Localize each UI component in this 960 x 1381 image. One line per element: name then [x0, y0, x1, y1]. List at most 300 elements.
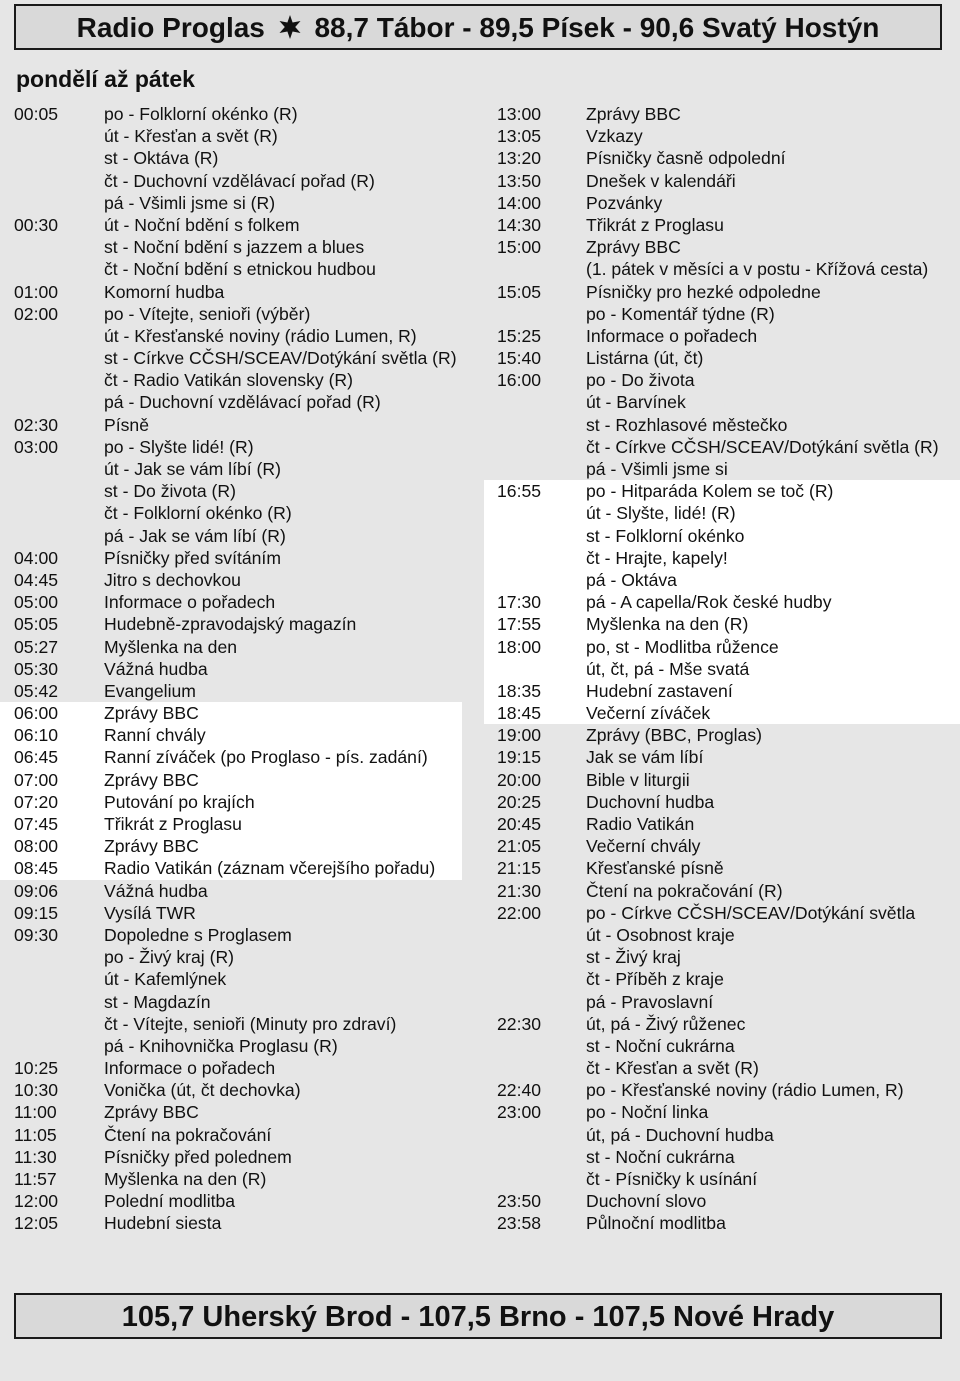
schedule-row [0, 1057, 462, 1079]
schedule-program: pá - A capella/Rok české hudby [586, 592, 832, 613]
schedule-time: 23:58 [497, 1213, 542, 1234]
schedule-time: 00:30 [14, 214, 59, 235]
schedule-row [0, 547, 462, 569]
schedule-time: 05:00 [14, 592, 59, 613]
schedule-program: po - Noční linka [586, 1102, 709, 1123]
schedule-program: Radio Vatikán (záznam včerejšího pořadu) [104, 858, 436, 879]
schedule-time: 22:30 [497, 1013, 542, 1034]
schedule-program: Putování po krajích [104, 791, 255, 812]
schedule-program: út - Noční bdění s folkem [104, 214, 300, 235]
schedule-row [0, 813, 462, 835]
schedule-program: Myšlenka na den [104, 636, 238, 657]
schedule-program: Listárna (út, čt) [586, 348, 704, 369]
schedule-time: 13:05 [497, 126, 542, 147]
schedule-row [0, 946, 462, 968]
schedule-time: 13:20 [497, 148, 542, 169]
schedule-program: út - Křesťanské noviny (rádio Lumen, R) [104, 325, 417, 346]
schedule-time [0, 369, 104, 391]
schedule-time: 17:55 [497, 614, 542, 635]
schedule-time: 05:30 [14, 658, 59, 679]
schedule-row [484, 325, 960, 347]
schedule-row [0, 1146, 462, 1168]
schedule-row [484, 303, 960, 325]
schedule-row [484, 1035, 960, 1057]
schedule-program: čt - Vítejte, senioři (Minuty pro zdraví) [104, 1013, 397, 1034]
schedule-time [0, 192, 104, 214]
schedule-program: pá - Jak se vám líbí (R) [104, 525, 286, 546]
schedule-program: Vzkazy [586, 126, 643, 147]
schedule-time: 20:45 [497, 814, 542, 834]
schedule-time: 19:15 [497, 747, 542, 768]
schedule-row [484, 902, 960, 924]
schedule-time [484, 658, 586, 680]
schedule-row [0, 1168, 462, 1190]
schedule-program: Pozvánky [586, 192, 663, 213]
schedule-time [484, 1035, 586, 1057]
schedule-row [484, 347, 960, 369]
schedule-row [484, 813, 960, 835]
schedule-time: 22:40 [497, 1080, 542, 1101]
schedule-program: Dnešek v kalendáři [586, 170, 736, 191]
schedule-time: 06:10 [14, 725, 59, 746]
schedule-time [484, 1057, 586, 1079]
schedule-program: st - Živý kraj [586, 947, 681, 968]
schedule-time [484, 458, 586, 480]
schedule-row [484, 1013, 960, 1035]
schedule-row [0, 724, 462, 746]
schedule-program: st - Rozhlasové městečko [586, 414, 788, 435]
schedule-time: 18:35 [497, 680, 542, 701]
schedule-program: Písničky před svítáním [104, 547, 281, 568]
schedule-row [0, 303, 462, 325]
schedule-column-left [0, 103, 462, 1235]
schedule-time: 03:00 [14, 436, 59, 457]
schedule-row [0, 369, 462, 391]
schedule-row [0, 1013, 462, 1035]
schedule-program: st - Noční bdění s jazzem a blues [104, 237, 365, 258]
schedule-row [484, 569, 960, 591]
schedule-time [0, 125, 104, 147]
schedule-row [484, 591, 960, 613]
schedule-program: Čtení na pokračování [104, 1124, 272, 1145]
schedule-program: út - Jak se vám líbí (R) [104, 459, 281, 479]
schedule-program: út - Osobnost kraje [586, 924, 735, 945]
schedule-time: 09:30 [14, 924, 59, 945]
schedule-row [0, 192, 462, 214]
schedule-program: st - Noční cukrárna [586, 1146, 735, 1167]
header-banner [14, 4, 942, 50]
schedule-time [0, 347, 104, 369]
schedule-program: út - Křesťan a svět (R) [104, 126, 278, 147]
schedule-program: Evangelium [104, 680, 196, 701]
schedule-row [0, 147, 462, 169]
schedule-row [0, 414, 462, 436]
schedule-time: 21:15 [497, 858, 542, 879]
schedule-program: Třikrát z Proglasu [104, 814, 242, 834]
schedule-program: Vážná hudba [104, 880, 208, 901]
schedule-time [484, 924, 586, 946]
schedule-program: Písničky pro hezké odpoledne [586, 281, 821, 302]
schedule-time [0, 458, 104, 480]
schedule-row [0, 636, 462, 658]
schedule-row [484, 769, 960, 791]
schedule-row [0, 857, 462, 879]
schedule-time [0, 991, 104, 1013]
schedule-program: Večerní zíváček [586, 703, 711, 724]
schedule-row [484, 946, 960, 968]
schedule-row [484, 968, 960, 990]
schedule-row [0, 968, 462, 990]
schedule-row [484, 835, 960, 857]
schedule-row [484, 281, 960, 303]
schedule-time: 23:50 [497, 1191, 542, 1212]
schedule-row [0, 236, 462, 258]
schedule-row [484, 1124, 960, 1146]
schedule-row [0, 791, 462, 813]
schedule-time: 22:00 [497, 902, 542, 923]
schedule-row [0, 1035, 462, 1057]
schedule-row [484, 1212, 960, 1234]
schedule-program: čt - Příběh z kraje [586, 969, 724, 990]
schedule-time: 11:30 [14, 1146, 57, 1167]
schedule-time [0, 502, 104, 524]
schedule-row [0, 480, 462, 502]
schedule-program: Večerní chvály [586, 836, 701, 857]
schedule-program: Myšlenka na den (R) [586, 614, 749, 635]
schedule-row [484, 702, 960, 724]
schedule-time: 05:42 [14, 680, 59, 701]
schedule-time: 09:06 [14, 880, 59, 901]
schedule-time [0, 147, 104, 169]
schedule-program: Písničky před polednem [104, 1146, 292, 1167]
schedule-time: 06:45 [14, 747, 59, 768]
schedule-time: 15:40 [497, 348, 542, 369]
schedule-row [484, 924, 960, 946]
schedule-time: 02:00 [14, 303, 59, 324]
schedule-time [484, 569, 586, 591]
schedule-time [0, 325, 104, 347]
schedule-program: Dopoledne s Proglasem [104, 924, 292, 945]
schedule-time: 20:00 [497, 769, 542, 790]
schedule-row [484, 1057, 960, 1079]
schedule-program: Čtení na pokračování (R) [586, 880, 783, 901]
schedule-program: st - Do života (R) [104, 481, 236, 502]
schedule-program: Radio Vatikán [586, 814, 695, 834]
schedule-row [484, 880, 960, 902]
schedule-time [0, 946, 104, 968]
schedule-row [0, 835, 462, 857]
schedule-row [0, 525, 462, 547]
schedule-time: 10:25 [14, 1058, 59, 1079]
schedule-row [0, 1212, 462, 1234]
schedule-program: Duchovní hudba [586, 791, 715, 812]
schedule-time: 15:00 [497, 237, 542, 258]
schedule-program: Hudební zastavení [586, 680, 733, 701]
schedule-program: čt - Folklorní okénko (R) [104, 503, 292, 524]
schedule-program: Zprávy BBC [586, 237, 681, 258]
schedule-row [0, 436, 462, 458]
schedule-time: 18:00 [497, 636, 542, 657]
schedule-program: pá - Oktáva [586, 569, 677, 590]
schedule-program: Zprávy BBC [104, 836, 199, 857]
schedule-program: Křesťanské písně [586, 858, 724, 879]
schedule-row [484, 103, 960, 125]
schedule-time: 12:00 [14, 1191, 59, 1212]
schedule-time: 08:45 [14, 858, 59, 879]
schedule-time [0, 1013, 104, 1035]
schedule-time: 07:20 [14, 791, 59, 812]
schedule-time: 08:00 [14, 836, 59, 857]
schedule-row [0, 902, 462, 924]
schedule-time: 01:00 [14, 281, 59, 302]
schedule-row [484, 746, 960, 768]
schedule-row [484, 791, 960, 813]
schedule-program: pá - Knihovnička Proglasu (R) [104, 1035, 338, 1056]
schedule-program: (1. pátek v měsíci a v postu - Křížová cesta) [586, 259, 929, 280]
schedule-program: st - Magdazín [104, 991, 211, 1012]
schedule-row [0, 391, 462, 413]
six-pointed-star-icon [279, 8, 301, 32]
schedule-row [484, 192, 960, 214]
schedule-row [484, 1146, 960, 1168]
schedule-row [484, 170, 960, 192]
schedule-program: Ranní zíváček (po Proglaso - pís. zadání) [104, 747, 428, 768]
schedule-time: 15:25 [497, 325, 542, 346]
schedule-time: 11:57 [14, 1169, 57, 1189]
schedule-program: Informace o pořadech [104, 1058, 276, 1079]
schedule-row [0, 613, 462, 635]
schedule-row [0, 347, 462, 369]
schedule-program: po - Křesťanské noviny (rádio Lumen, R) [586, 1080, 904, 1101]
schedule-time: 20:25 [497, 791, 542, 812]
schedule-time: 10:30 [14, 1080, 59, 1101]
schedule-program: pá - Pravoslavní [586, 991, 714, 1012]
schedule-time: 00:05 [14, 104, 59, 124]
schedule-row [484, 547, 960, 569]
schedule-time: 04:00 [14, 547, 59, 568]
schedule-row [0, 258, 462, 280]
schedule-time [484, 968, 586, 990]
schedule-program: po - Hitparáda Kolem se toč (R) [586, 481, 834, 502]
schedule-time: 06:00 [14, 703, 59, 724]
schedule-program: Písně [104, 414, 149, 435]
schedule-program: po - Církve CČSH/SCEAV/Dotýkání světla [586, 902, 916, 923]
schedule-program: čt - Duchovní vzdělávací pořad (R) [104, 170, 375, 191]
schedule-program: út, čt, pá - Mše svatá [586, 658, 750, 679]
schedule-row [0, 591, 462, 613]
schedule-time [0, 236, 104, 258]
schedule-program: Informace o pořadech [104, 592, 276, 613]
schedule-row [484, 857, 960, 879]
schedule-program: út - Barvínek [586, 392, 686, 413]
schedule-program: Myšlenka na den (R) [104, 1169, 267, 1189]
schedule-program: Třikrát z Proglasu [586, 214, 724, 235]
schedule-program: út, pá - Živý růženec [586, 1013, 746, 1034]
schedule-program: pá - Všimli jsme si [586, 459, 728, 479]
schedule-time [484, 414, 586, 436]
schedule-row [0, 325, 462, 347]
schedule-row [0, 1101, 462, 1123]
schedule-time: 18:45 [497, 703, 542, 724]
schedule-row [0, 924, 462, 946]
schedule-time: 16:00 [497, 370, 542, 391]
schedule-program: po - Komentář týdne (R) [586, 303, 775, 324]
schedule-row [484, 1079, 960, 1101]
day-heading: pondělí až pátek [16, 66, 195, 92]
schedule-time: 11:00 [14, 1102, 57, 1123]
schedule-time [484, 1124, 586, 1146]
schedule-program: Bible v liturgii [586, 769, 690, 790]
schedule-time: 07:00 [14, 769, 59, 790]
schedule-program: pá - Duchovní vzdělávací pořad (R) [104, 392, 381, 413]
schedule-row [484, 391, 960, 413]
schedule-row [484, 502, 960, 524]
schedule-program: Zprávy BBC [104, 1102, 199, 1123]
schedule-column-right [484, 103, 960, 1235]
schedule-time [484, 1168, 586, 1190]
schedule-row [484, 214, 960, 236]
schedule-program: po - Slyšte lidé! (R) [104, 436, 254, 457]
schedule-time: 13:00 [497, 104, 542, 124]
schedule-time: 05:05 [14, 614, 59, 635]
schedule-row [484, 436, 960, 458]
schedule-time [0, 258, 104, 280]
station-name: Radio Proglas [76, 12, 265, 43]
schedule-program: Informace o pořadech [586, 325, 758, 346]
schedule-time [484, 946, 586, 968]
schedule-program: pá - Všimli jsme si (R) [104, 192, 276, 213]
schedule-program: Půlnoční modlitba [586, 1213, 726, 1234]
schedule-row [484, 991, 960, 1013]
schedule-program: Vonička (út, čt dechovka) [104, 1080, 301, 1101]
schedule-row [484, 369, 960, 391]
schedule-program: po - Vítejte, senioři (výběr) [104, 303, 311, 324]
schedule-time [484, 525, 586, 547]
schedule-time: 14:30 [497, 214, 542, 235]
schedule-row [484, 525, 960, 547]
schedule-program: čt - Radio Vatikán slovensky (R) [104, 370, 354, 391]
schedule-row [484, 613, 960, 635]
schedule-program: čt - Písničky k usínání [586, 1169, 758, 1189]
schedule-program: Vážná hudba [104, 658, 208, 679]
schedule-row [484, 458, 960, 480]
schedule-row [484, 1168, 960, 1190]
schedule-time: 02:30 [14, 414, 59, 435]
schedule-row [0, 991, 462, 1013]
schedule-row [484, 236, 960, 258]
schedule-row [484, 1101, 960, 1123]
schedule-time: 05:27 [14, 636, 59, 657]
schedule-row [0, 880, 462, 902]
schedule-time: 19:00 [497, 725, 542, 746]
schedule-row [0, 125, 462, 147]
schedule-time [484, 303, 586, 325]
schedule-time: 12:05 [14, 1213, 59, 1234]
schedule-time: 14:00 [497, 192, 542, 213]
schedule-time: 21:30 [497, 880, 542, 901]
frequencies-bottom: 105,7 Uherský Brod - 107,5 Brno - 107,5 Nové Hrady [121, 1301, 835, 1333]
schedule-program: Jak se vám líbí [586, 747, 704, 768]
schedule-program: čt - Hrajte, kapely! [586, 547, 728, 568]
schedule-time [0, 1035, 104, 1057]
schedule-program: po - Do života [586, 370, 695, 391]
schedule-row [0, 281, 462, 303]
schedule-program: čt - Křesťan a svět (R) [586, 1058, 759, 1079]
schedule-row [0, 103, 462, 125]
schedule-row [0, 680, 462, 702]
schedule-row [0, 746, 462, 768]
schedule-row [0, 170, 462, 192]
schedule-row [484, 125, 960, 147]
schedule-program: Hudební siesta [104, 1213, 222, 1234]
schedule-row [484, 258, 960, 280]
schedule-time [484, 991, 586, 1013]
schedule-program: čt - Církve CČSH/SCEAV/Dotýkání světla (R) [586, 436, 939, 457]
schedule-program: Zprávy BBC [586, 104, 681, 124]
schedule-time: 23:00 [497, 1102, 542, 1123]
schedule-row [0, 769, 462, 791]
schedule-time [484, 436, 586, 458]
schedule-program: Duchovní slovo [586, 1191, 707, 1212]
schedule-time [484, 391, 586, 413]
schedule-program: po - Folklorní okénko (R) [104, 104, 298, 124]
schedule-program: út - Slyšte, lidé! (R) [586, 503, 736, 524]
schedule-row [484, 636, 960, 658]
schedule-time [484, 258, 586, 280]
schedule-program: Zprávy BBC [104, 769, 199, 790]
schedule-time: 21:05 [497, 836, 542, 857]
schedule-program: st - Církve CČSH/SCEAV/Dotýkání světla (R) [104, 348, 457, 369]
schedule-row [484, 658, 960, 680]
frequencies-top: 88,7 Tábor - 89,5 Písek - 90,6 Svatý Hostýn [314, 12, 880, 43]
schedule-time: 09:15 [14, 902, 59, 923]
schedule-program: čt - Noční bdění s etnickou hudbou [104, 259, 376, 280]
schedule-row [0, 658, 462, 680]
schedule-row [484, 414, 960, 436]
schedule-row [0, 1079, 462, 1101]
schedule-time: 13:50 [497, 170, 542, 191]
schedule-program: st - Noční cukrárna [586, 1035, 735, 1056]
schedule-time: 15:05 [497, 281, 542, 302]
schedule-time: 04:45 [14, 569, 59, 590]
schedule-time [484, 1146, 586, 1168]
schedule-time: 17:30 [497, 592, 542, 613]
schedule-program: st - Oktáva (R) [104, 148, 219, 169]
schedule-program: Zprávy BBC [104, 703, 199, 724]
schedule-row [484, 147, 960, 169]
schedule-time [0, 391, 104, 413]
schedule-row [0, 702, 462, 724]
schedule-row [0, 502, 462, 524]
schedule-row [484, 480, 960, 502]
schedule-time [484, 547, 586, 569]
schedule-time [484, 502, 586, 524]
schedule-row [484, 1190, 960, 1212]
schedule-time: 16:55 [497, 481, 542, 502]
schedule-program: út, pá - Duchovní hudba [586, 1124, 774, 1145]
schedule-program: po - Živý kraj (R) [104, 947, 235, 968]
schedule-program: Polední modlitba [104, 1191, 236, 1212]
schedule-time [0, 170, 104, 192]
footer-banner [14, 1293, 942, 1339]
schedule-program: Ranní chvály [104, 725, 206, 746]
schedule-row [484, 724, 960, 746]
schedule-program: Komorní hudba [104, 281, 225, 302]
schedule-program: Zprávy (BBC, Proglas) [586, 725, 762, 746]
schedule-row [0, 1124, 462, 1146]
schedule-time [0, 525, 104, 547]
schedule-program: Vysílá TWR [104, 902, 196, 923]
